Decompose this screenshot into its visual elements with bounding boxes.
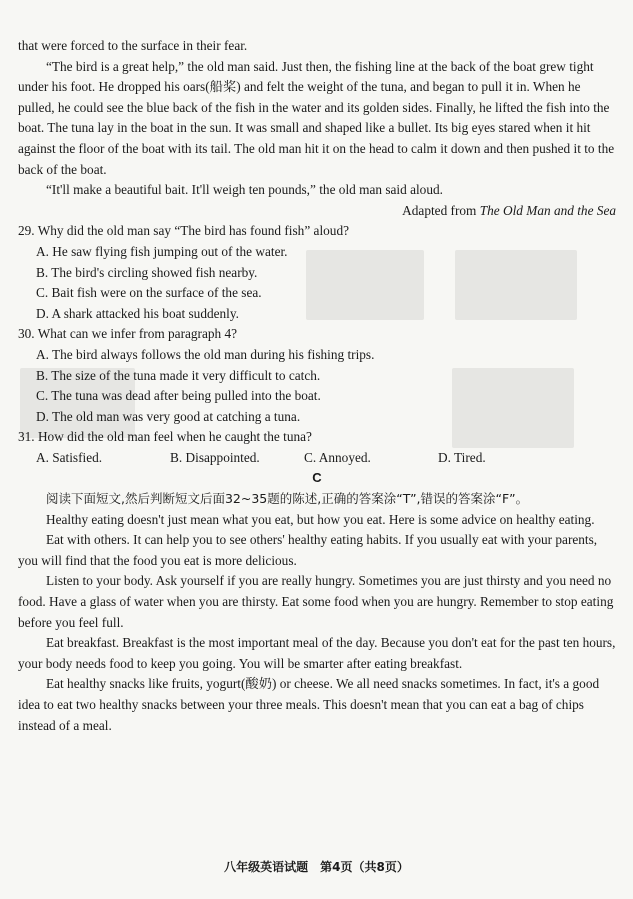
question-option: A. The bird always follows the old man during his fishing trips. xyxy=(36,346,375,362)
passage-paragraph: Listen to your body. Ask yourself if you are really hungry. Sometimes you are just thirsty and you need no food. Have a glass of water when you are thirsty. Eat some food when you are hungry. Remember to stop eating before you feel full. xyxy=(18,573,614,630)
page-content xyxy=(18,36,616,736)
section-instruction: 阅读下面短文,然后判断短文后面32~35题的陈述,正确的答案涂“T”,错误的答案涂“F”。 xyxy=(46,491,529,507)
question-option: B. Disappointed. xyxy=(170,449,260,465)
passage-paragraph: that were forced to the surface in their fear. xyxy=(18,38,248,53)
passage-paragraph: “It'll make a beautiful bait. It'll weigh ten pounds,” the old man said aloud. xyxy=(46,182,443,198)
passage-paragraph: Eat breakfast. Breakfast is the most important meal of the day. Because you don't eat for the past ten hours, your body needs food to keep you going. You will be smarter after eating breakfast. xyxy=(18,635,616,671)
question-option: B. The size of the tuna made it very difficult to catch. xyxy=(36,367,321,383)
question-option: C. Annoyed. xyxy=(304,449,371,465)
passage-source: Adapted from The Old Man and the Sea xyxy=(402,202,616,218)
passage-paragraph: “The bird is a great help,” the old man said. Just then, the fishing line at the back of the boat grew tight under his foot. He dropped his oars(船桨) and felt the weight of the tuna, and began to pull it in. When he pulled, he could see the blue back of the fish in the water and its golden sides. Finally, he lifted the fish into the boat. The tuna lay in the boat in the sun. It was small and shaped like a bullet. Its big eyes stared when it hit against the floor of the boat with its tail. The old man hit it on the head to calm it down and then pushed it to the back of the boat. xyxy=(18,58,615,177)
page-footer: 八年级英语试题 第4页（共8页） xyxy=(224,860,409,874)
section-heading: C xyxy=(312,470,322,486)
question-option: C. The tuna was dead after being pulled into the boat. xyxy=(36,388,321,404)
question-option: A. Satisfied. xyxy=(36,449,103,465)
source-title: The Old Man and the Sea xyxy=(479,202,616,218)
question-option: A. He saw flying fish jumping out of the water. xyxy=(36,243,288,259)
question-stem: 29. Why did the old man say “The bird has found fish” aloud? xyxy=(18,223,349,239)
passage-paragraph: Eat with others. It can help you to see others' healthy eating habits. If you usually eat with your parents, you will find that the food you eat is more delicious. xyxy=(18,532,598,568)
passage-paragraph: Eat healthy snacks like fruits, yogurt(酸奶) or cheese. We all need snacks sometimes. In fact, it's a good idea to eat two healthy snacks between your three meals. This doesn't mean that you can eat a bag of chips instead of a meal. xyxy=(18,676,600,733)
question-30 xyxy=(18,324,616,427)
question-31 xyxy=(18,427,616,468)
question-stem: 30. What can we infer from paragraph 4? xyxy=(18,326,238,342)
question-option: D. The old man was very good at catching a tuna. xyxy=(36,408,301,424)
question-29 xyxy=(18,221,616,324)
passage-paragraph: Healthy eating doesn't just mean what you eat, but how you eat. Here is some advice on healthy eating. xyxy=(46,511,595,527)
question-stem: 31. How did the old man feel when he caught the tuna? xyxy=(18,429,312,445)
question-option: B. The bird's circling showed fish nearby. xyxy=(36,264,258,280)
question-option: C. Bait fish were on the surface of the sea. xyxy=(36,285,262,301)
question-option: D. Tired. xyxy=(438,449,486,465)
question-option: D. A shark attacked his boat suddenly. xyxy=(36,305,239,321)
question-options-row xyxy=(18,448,616,469)
